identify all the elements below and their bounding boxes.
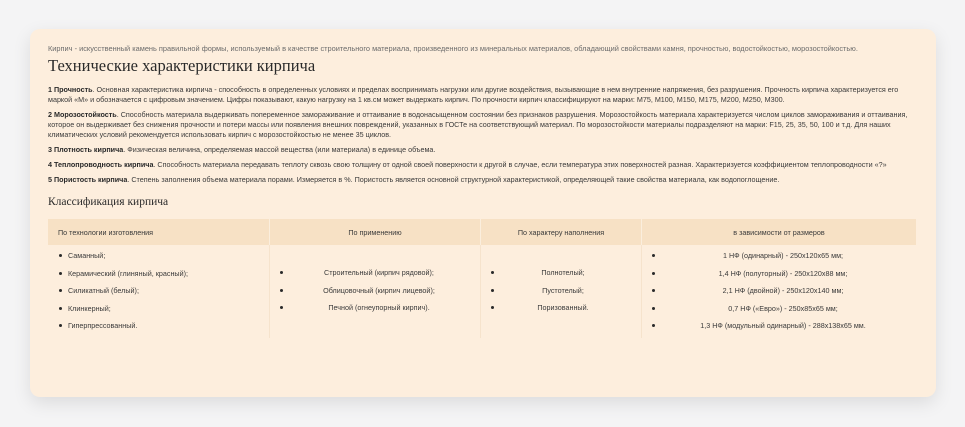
list-item: 1,4 НФ (полуторный) - 250х120х88 мм; xyxy=(652,268,906,286)
page-title: Технические характеристики кирпича xyxy=(48,56,316,75)
list-item: Керамический (глиняный, красный); xyxy=(58,268,259,286)
list-item: Пустотелый; xyxy=(491,285,631,303)
list-item: 2,1 НФ (двойной) - 250х120х140 мм; xyxy=(652,285,906,303)
list-item: 1 НФ (одинарный) - 250х120х65 мм; xyxy=(652,250,906,268)
header-application: По применению xyxy=(270,219,481,245)
content-card xyxy=(30,29,936,397)
application-list xyxy=(280,250,470,320)
property-text: . Физическая величина, определяемая массой вещества (или материала) в единице объема. xyxy=(123,145,436,154)
column-filling xyxy=(481,245,642,338)
table-header-row xyxy=(48,219,916,245)
property-thermal-conductivity xyxy=(48,160,916,170)
property-frost-resistance xyxy=(48,110,916,140)
technology-list xyxy=(58,250,259,338)
list-item: Клинкерный; xyxy=(58,303,259,321)
filling-list xyxy=(491,250,631,320)
header-technology: По технологии изготовления xyxy=(48,219,270,245)
property-density xyxy=(48,145,916,155)
sizes-list xyxy=(652,250,906,338)
header-sizes: в зависимости от размеров xyxy=(733,227,825,237)
list-item: Полнотелый; xyxy=(491,267,631,285)
column-technology xyxy=(48,245,270,338)
property-text: . Степень заполнения объема материала порами. Измеряется в %. Пористость является основной структурной характеристикой, определяющей такие свойства материала, как водопоглощение. xyxy=(127,175,780,184)
column-application xyxy=(270,245,481,338)
classification-title: Классификация кирпича xyxy=(48,196,169,208)
list-item: Гиперпрессованный. xyxy=(58,320,259,338)
property-text: . Способность материала передавать теплоту сквозь свою толщину от одной своей поверхности к другой в случае, если температура этих поверхностей разная. Характеризуется коэффициентом теплопроводности «?» xyxy=(153,160,887,169)
list-item: Силикатный (белый); xyxy=(58,285,259,303)
property-term: 1 Прочность xyxy=(48,85,93,94)
intro-text: Кирпич - искусственный камень правильной формы, используемый в качестве строительного материала, произведенного из минеральных материалов, обладающий свойствами камня, прочностью, водостойкостью, морозостойкостью. xyxy=(48,44,858,53)
header-filling: По характеру наполнения xyxy=(481,219,642,245)
property-term: 4 Теплопроводность кирпича xyxy=(48,160,154,169)
property-term: 3 Плотность кирпича xyxy=(48,145,124,154)
property-term: 5 Пористость кирпича xyxy=(48,175,128,184)
property-text: . Основная характеристика кирпича - способность в определенных условиях и пределах воспринимать нагрузки или другие воздействия, вызывающие в нем внутренние напряжения, без разрушения. Прочность кирпича характеризуется его маркой «М» и обозначается с цифровым значением. Цифры показывают, какую нагрузку на 1 кв.см может выдержать кирпич. По прочности кирпич классифицируют на марки: М75, М100, М150, М175, М200, М250, М300. xyxy=(48,85,899,104)
list-item: Саманный; xyxy=(58,250,259,268)
classification-table xyxy=(48,219,916,338)
list-item: Облицовочный (кирпич лицевой); xyxy=(280,285,470,303)
property-strength xyxy=(48,85,916,105)
list-item: Поризованный. xyxy=(491,302,631,320)
column-sizes xyxy=(642,245,917,338)
property-text: . Способность материала выдерживать попеременное замораживание и оттаивание в водонасыщенном состоянии без признаков разрушения. Морозостойкость материала характеризуется числом циклов замораживания и оттаивания, которое он выдерживает без снижения прочности и потери массы или появления внешних повреждений, указанных в ГОСТе на соответствующий материал. По морозостойкости материалы подразделяют на марки: F15, 25, 35, 50, 100 и т.д. Для наших климатических условий рекомендуется использовать кирпич с морозостойкостью не менее 35 циклов. xyxy=(48,110,908,139)
table-row xyxy=(48,245,916,338)
list-item: 0,7 НФ («Евро») - 250х85х65 мм; xyxy=(652,303,906,321)
list-item: Строительный (кирпич рядовой); xyxy=(280,267,470,285)
property-term: 2 Морозостойкость xyxy=(48,110,117,119)
list-item: Печной (огнеупорный кирпич). xyxy=(280,302,470,320)
property-porosity xyxy=(48,175,916,185)
list-item: 1,3 НФ (модульный одинарный) - 288х138х65 мм. xyxy=(652,320,906,338)
